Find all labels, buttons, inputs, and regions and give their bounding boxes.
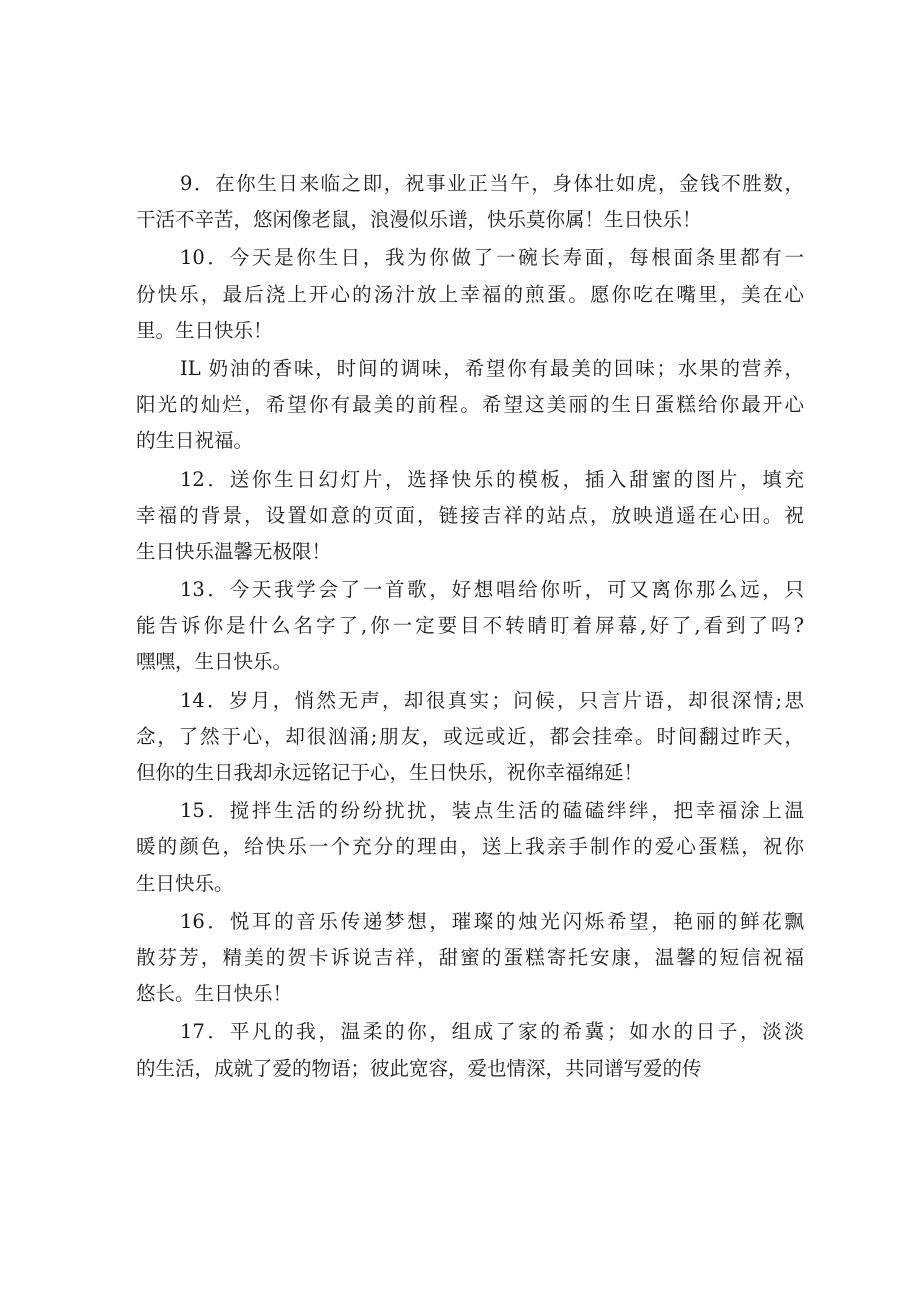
paragraph-13 — [136, 572, 804, 681]
paragraph-line: 暖的颜色，给快乐一个充分的理由，送上我亲手制作的爱心蛋糕，祝你 — [136, 835, 804, 859]
paragraph-10 — [136, 240, 804, 349]
paragraph-line: 17．平凡的我，温柔的你，组成了家的希冀；如水的日子，淡淡 — [180, 1020, 804, 1044]
body-text — [136, 166, 804, 1089]
paragraph-line: 生日快乐。 — [136, 871, 234, 895]
paragraph-line: 10．今天是你生日，我为你做了一碗长寿面，每根面条里都有一 — [180, 246, 804, 270]
paragraph-line: 嘿嘿，生日快乐。 — [136, 650, 293, 674]
paragraph-line: 但你的生日我却永远铭记于心，生日快乐，祝你幸福绵延！ — [136, 761, 644, 784]
paragraph-line: 散芬芳，精美的贺卡诉说吉祥，甜蜜的蛋糕寄托安康，温馨的短信祝福 — [136, 945, 804, 969]
paragraph-16 — [136, 904, 804, 1013]
paragraph-12 — [136, 462, 804, 571]
paragraph-line: 干活不辛苦，悠闲像老鼠，浪漫似乐谱，快乐莫你属！生日快乐！ — [136, 208, 702, 232]
paragraph-line: 16．悦耳的音乐传递梦想，璀璨的烛光闪烁希望，艳丽的鲜花飘 — [180, 909, 804, 933]
paragraph-9 — [136, 166, 804, 238]
paragraph-line: IL 奶油的香味，时间的调味，希望你有最美的回味；水果的营养， — [180, 356, 804, 380]
paragraph-line: 里。生日快乐！ — [136, 318, 273, 342]
paragraph-line: 念，了然于心，却很汹涌;朋友，或远或近，都会挂牵。时间翻过昨天， — [136, 724, 804, 748]
paragraph-line: 份快乐，最后浇上开心的汤汁放上幸福的煎蛋。愿你吃在嘴里，美在心 — [136, 282, 804, 306]
paragraph-line: 13．今天我学会了一首歌，好想唱给你听，可又离你那么远，只 — [180, 578, 804, 602]
paragraph-line: 的生活，成就了爱的物语；彼此宽容，爱也情深，共同谱写爱的传 — [136, 1056, 702, 1080]
paragraph-line: 阳光的灿烂，希望你有最美的前程。希望这美丽的生日蛋糕给你最开心 — [136, 393, 804, 417]
paragraph-11 — [136, 351, 804, 460]
paragraph-line: 15．搅拌生活的纷纷扰扰，装点生活的磕磕绊绊，把幸福涂上温 — [180, 799, 804, 823]
paragraph-line: 悠长。生日快乐！ — [136, 982, 293, 1006]
paragraph-line: 生日快乐温馨无极限！ — [136, 539, 332, 563]
paragraph-14 — [136, 683, 804, 792]
paragraph-line: 的生日祝福。 — [136, 429, 254, 453]
paragraph-15 — [136, 793, 804, 902]
paragraph-line: 9．在你生日来临之即，祝事业正当午，身体壮如虎，金钱不胜数， — [180, 172, 804, 195]
paragraph-line: 幸福的背景，设置如意的页面，链接吉祥的站点，放映逍遥在心田。祝 — [136, 503, 804, 527]
paragraph-line: 14．岁月，悄然无声，却很真实；问候，只言片语，却很深情;思 — [180, 688, 804, 712]
paragraph-line: 12．送你生日幻灯片，选择快乐的模板，插入甜蜜的图片，填充 — [180, 467, 804, 491]
paragraph-line: 能告诉你是什么名字了,你一定要目不转睛盯着屏幕,好了,看到了吗? — [136, 614, 804, 638]
paragraph-17 — [136, 1014, 804, 1086]
